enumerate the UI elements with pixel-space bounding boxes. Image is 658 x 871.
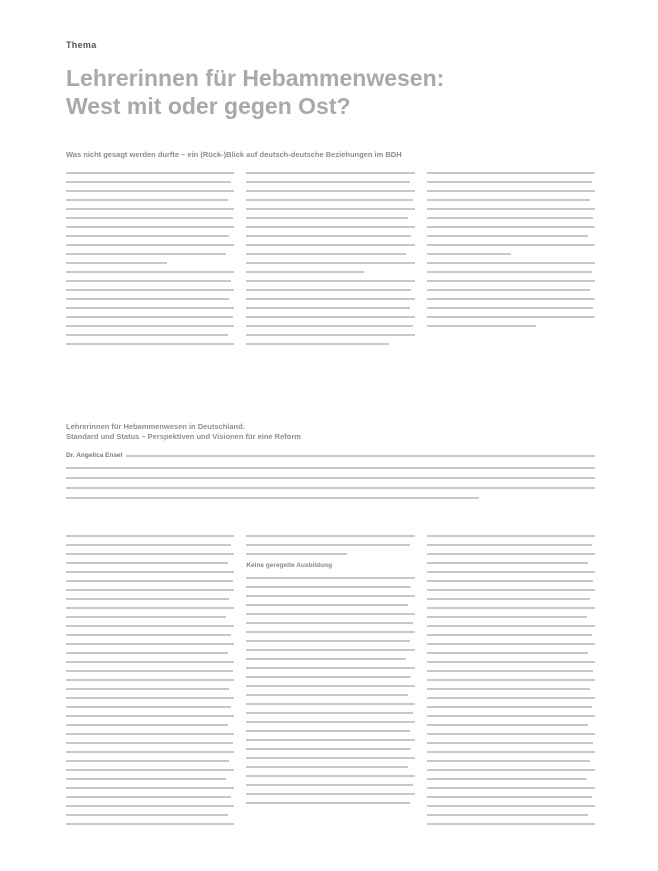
rubric-label: Thema: [66, 40, 97, 50]
text-column-3: [427, 172, 595, 352]
text-column-5: [246, 535, 414, 832]
title-line-1: Lehrerinnen für Hebammenwesen:: [66, 65, 445, 91]
box-author: Dr. Angelica Ensel: [66, 452, 123, 459]
text-column-2: [246, 172, 414, 352]
box-subtitle: Standard und Status – Perspektiven und Visionen für eine Reform: [66, 432, 301, 441]
text-column-4: [66, 535, 234, 832]
title-line-2: West mit oder gegen Ost?: [66, 93, 351, 119]
body-columns-bottom: [66, 535, 595, 832]
body-columns-top: [66, 172, 595, 352]
article-title: [66, 64, 626, 120]
abstract-box: [66, 422, 595, 507]
article-subtitle: Was nicht gesagt werden durfte – ein (Rück-)Blick auf deutsch-deutsche Beziehungen im BDH: [66, 150, 402, 159]
box-title: Lehrerinnen für Hebammenwesen in Deutschland.: [66, 422, 245, 431]
text-column-1: [66, 172, 234, 352]
box-text: [66, 452, 595, 499]
section-heading: Keine geregelte Ausbildung: [246, 562, 333, 569]
text-column-6: [427, 535, 595, 832]
